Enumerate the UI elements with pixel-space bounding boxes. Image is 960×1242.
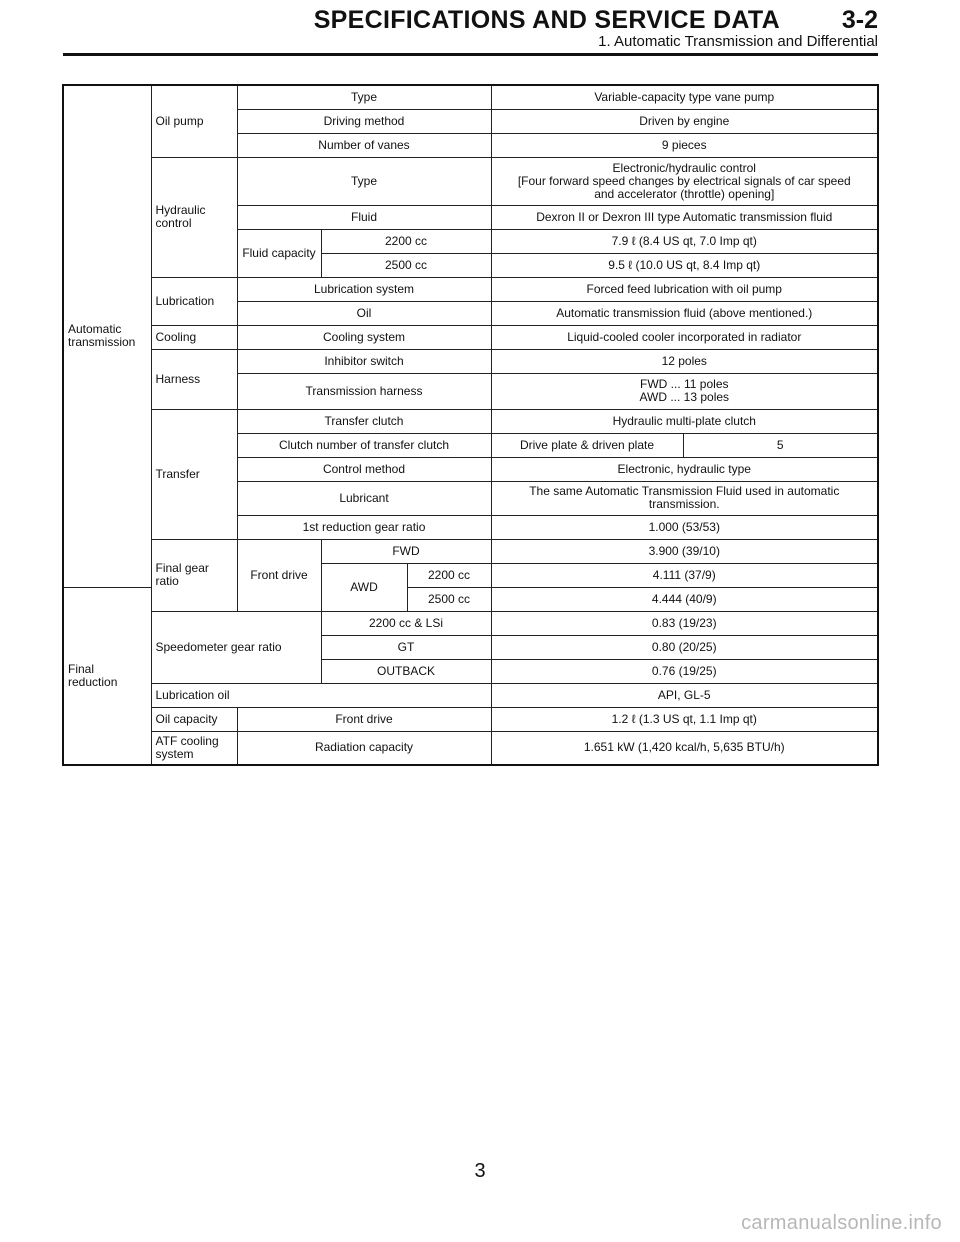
spec-label: Clutch number of transfer clutch	[237, 433, 491, 457]
group-lubrication-oil: Lubrication oil	[151, 683, 491, 707]
sub-group-fluid-capacity: Fluid capacity	[237, 229, 321, 277]
value-line: AWD ... 13 poles	[639, 390, 730, 404]
spec-value: 7.9 ℓ (8.4 US qt, 7.0 Imp qt)	[491, 229, 878, 253]
table-row	[63, 683, 878, 707]
spec-value: 5	[683, 433, 878, 457]
table-row	[63, 409, 878, 433]
table-row	[63, 85, 878, 109]
spec-label: Type	[237, 85, 491, 109]
spec-value: 9 pieces	[491, 133, 878, 157]
value-line: The same Automatic Transmission Fluid used in automatic	[529, 484, 840, 498]
spec-value	[491, 157, 878, 205]
spec-value: 1.651 kW (1,420 kcal/h, 5,635 BTU/h)	[491, 731, 878, 765]
category-final-reduction: Final reduction	[63, 587, 151, 765]
spec-label: Transmission harness	[237, 373, 491, 409]
table-row	[63, 277, 878, 301]
spec-label: 2500 cc	[321, 253, 491, 277]
spec-label: Inhibitor switch	[237, 349, 491, 373]
group-final-gear-ratio: Final gear ratio	[151, 539, 237, 611]
page-subtitle: 1. Automatic Transmission and Differential	[598, 33, 878, 50]
spec-label: 2500 cc	[407, 587, 491, 611]
spec-label: 2200 cc	[407, 563, 491, 587]
spec-value: 12 poles	[491, 349, 878, 373]
watermark: carmanualsonline.info	[741, 1212, 942, 1234]
spec-value: 1.2 ℓ (1.3 US qt, 1.1 Imp qt)	[491, 707, 878, 731]
group-transfer: Transfer	[151, 409, 237, 539]
spec-value: 1.000 (53/53)	[491, 515, 878, 539]
table-row	[63, 157, 878, 205]
group-atf-cooling-system: ATF cooling system	[151, 731, 237, 765]
spec-value: Liquid-cooled cooler incorporated in radiator	[491, 325, 878, 349]
group-oil-pump: Oil pump	[151, 85, 237, 157]
table-row	[63, 539, 878, 563]
page-header	[0, 6, 960, 36]
spec-value: Automatic transmission fluid (above mentioned.)	[491, 301, 878, 325]
spec-label: 1st reduction gear ratio	[237, 515, 491, 539]
spec-value: Variable-capacity type vane pump	[491, 85, 878, 109]
table-row	[63, 611, 878, 635]
header-rule	[63, 53, 878, 56]
spec-label: Radiation capacity	[237, 731, 491, 765]
spec-label: Number of vanes	[237, 133, 491, 157]
sub-group-awd: AWD	[321, 563, 407, 611]
group-cooling: Cooling	[151, 325, 237, 349]
spec-label: 2200 cc	[321, 229, 491, 253]
spec-value: Electronic, hydraulic type	[491, 457, 878, 481]
spec-label: FWD	[321, 539, 491, 563]
spec-value: 0.83 (19/23)	[491, 611, 878, 635]
spec-value: 0.80 (20/25)	[491, 635, 878, 659]
spec-value: 9.5 ℓ (10.0 US qt, 8.4 Imp qt)	[491, 253, 878, 277]
sub-group-front-drive: Front drive	[237, 539, 321, 611]
spec-value: 4.444 (40/9)	[491, 587, 878, 611]
spec-value: 3.900 (39/10)	[491, 539, 878, 563]
spec-value: Hydraulic multi-plate clutch	[491, 409, 878, 433]
spec-value: Dexron II or Dexron III type Automatic transmission fluid	[491, 205, 878, 229]
spec-label: Oil	[237, 301, 491, 325]
spec-label: GT	[321, 635, 491, 659]
table-row	[63, 349, 878, 373]
table-row	[63, 731, 878, 765]
spec-value	[491, 481, 878, 515]
spec-label: Fluid	[237, 205, 491, 229]
spec-sub-label: Drive plate & driven plate	[491, 433, 683, 457]
spec-label: OUTBACK	[321, 659, 491, 683]
value-line: transmission.	[648, 497, 720, 511]
spec-label: Lubrication system	[237, 277, 491, 301]
spec-value: 4.111 (37/9)	[491, 563, 878, 587]
spec-value	[491, 373, 878, 409]
spec-value: Forced feed lubrication with oil pump	[491, 277, 878, 301]
section-number: 3-2	[841, 6, 878, 34]
table-row	[63, 325, 878, 349]
spec-label: Type	[237, 157, 491, 205]
group-speedometer-gear-ratio: Speedometer gear ratio	[151, 611, 321, 683]
value-line: and accelerator (throttle) opening]	[594, 186, 775, 201]
spec-label: Lubricant	[237, 481, 491, 515]
spec-label: Front drive	[237, 707, 491, 731]
spec-label: 2200 cc & LSi	[321, 611, 491, 635]
table-row	[63, 707, 878, 731]
group-lubrication: Lubrication	[151, 277, 237, 325]
spec-value: 0.76 (19/25)	[491, 659, 878, 683]
spec-value: API, GL-5	[491, 683, 878, 707]
value-line: FWD ... 11 poles	[640, 377, 729, 391]
group-oil-capacity: Oil capacity	[151, 707, 237, 731]
specifications-table	[62, 84, 879, 766]
spec-label: Cooling system	[237, 325, 491, 349]
page-number: 3	[474, 1160, 486, 1182]
spec-label: Transfer clutch	[237, 409, 491, 433]
spec-value: Driven by engine	[491, 109, 878, 133]
value-line: [Four forward speed changes by electrical signals of car speed	[517, 173, 851, 188]
group-harness: Harness	[151, 349, 237, 409]
category-automatic-transmission: Automatic transmission	[63, 85, 151, 587]
group-hydraulic-control: Hydraulic control	[151, 157, 237, 277]
page-title: SPECIFICATIONS AND SERVICE DATA	[313, 6, 780, 34]
value-line: Electronic/hydraulic control	[612, 160, 756, 175]
spec-label: Control method	[237, 457, 491, 481]
spec-label: Driving method	[237, 109, 491, 133]
